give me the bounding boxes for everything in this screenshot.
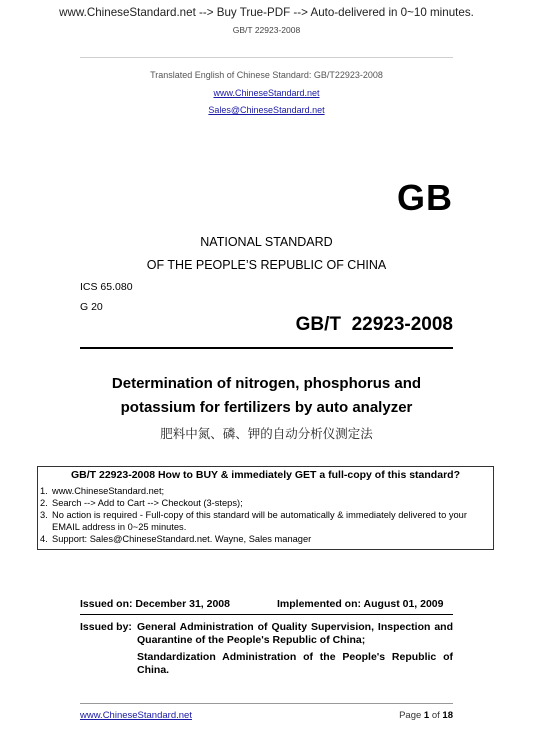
- list-item: [40, 533, 497, 545]
- list-item-text: Search --> Add to Cart --> Checkout (3-steps);: [52, 498, 243, 508]
- list-item-number: 1.: [40, 486, 48, 496]
- title-divider: [80, 347, 453, 349]
- list-item-text: Support: Sales@ChineseStandard.net. Wayne, Sales manager: [52, 534, 312, 544]
- email-link-wrap: [0, 105, 533, 115]
- page-label: Page: [399, 710, 422, 721]
- list-item-text[interactable]: www.ChineseStandard.net;: [52, 486, 165, 496]
- buy-box-title: GB/T 22923-2008 How to BUY & immediately GET a full-copy of this standard?: [71, 469, 460, 481]
- list-item-text: No action is required - Full-copy of this standard will be automatically & immediately delivered to your EMAIL address in 0~25 minutes.: [52, 510, 467, 532]
- email-link[interactable]: Sales@ChineseStandard.net: [208, 105, 325, 115]
- footer-divider: [80, 703, 453, 704]
- list-item-number: 2.: [40, 498, 48, 508]
- document-title-chinese: 肥料中氮、磷、钾的自动分析仪测定法: [160, 426, 373, 441]
- header-divider: [80, 57, 453, 58]
- implemented-on-date: Implemented on: August 01, 2009: [277, 598, 444, 610]
- list-item: [40, 485, 497, 497]
- top-banner: www.ChineseStandard.net --> Buy True-PDF --> Auto-delivered in 0~10 minutes.: [59, 6, 474, 19]
- list-item-number: 4.: [40, 534, 48, 544]
- issued-on-date: Issued on: December 31, 2008: [80, 598, 230, 610]
- translation-note: Translated English of Chinese Standard: GB/T22923-2008: [150, 70, 383, 80]
- document-title-line-1: Determination of nitrogen, phosphorus and: [111, 375, 422, 392]
- page-total: 18: [442, 710, 453, 721]
- page-of: of: [431, 710, 440, 721]
- gb-logo: GB: [397, 177, 453, 218]
- issuer-organization-1: General Administration of Quality Supervision, Inspection and Quarantine of the People's Republic of China;: [137, 621, 453, 646]
- buy-steps-list: [40, 485, 497, 545]
- site-link[interactable]: www.ChineseStandard.net: [213, 88, 320, 98]
- list-item-number: 3.: [40, 510, 48, 520]
- header-standard-code: GB/T 22923-2008: [232, 25, 301, 35]
- ics-code: ICS 65.080: [80, 281, 133, 293]
- classification-code: G 20: [80, 301, 103, 313]
- issued-by-label: Issued by:: [80, 621, 132, 633]
- dates-divider: [80, 614, 453, 615]
- standard-number: GB/T 22923-2008: [295, 314, 453, 335]
- national-standard-heading: NATIONAL STANDARD: [200, 235, 333, 249]
- list-item: [40, 509, 497, 533]
- issuer-organization-2: Standardization Administration of the People's Republic of China.: [137, 651, 453, 676]
- page-current: 1: [423, 710, 430, 721]
- page-indicator: [399, 710, 453, 721]
- site-link-wrap: [0, 88, 533, 98]
- document-title-line-2: potassium for fertilizers by auto analyzer: [120, 399, 413, 416]
- buy-instructions-box: [37, 466, 494, 550]
- prc-heading: OF THE PEOPLE’S REPUBLIC OF CHINA: [146, 258, 387, 272]
- footer-site-link-wrap: [80, 710, 192, 721]
- list-item: [40, 497, 497, 509]
- footer-site-link[interactable]: www.ChineseStandard.net: [80, 710, 192, 721]
